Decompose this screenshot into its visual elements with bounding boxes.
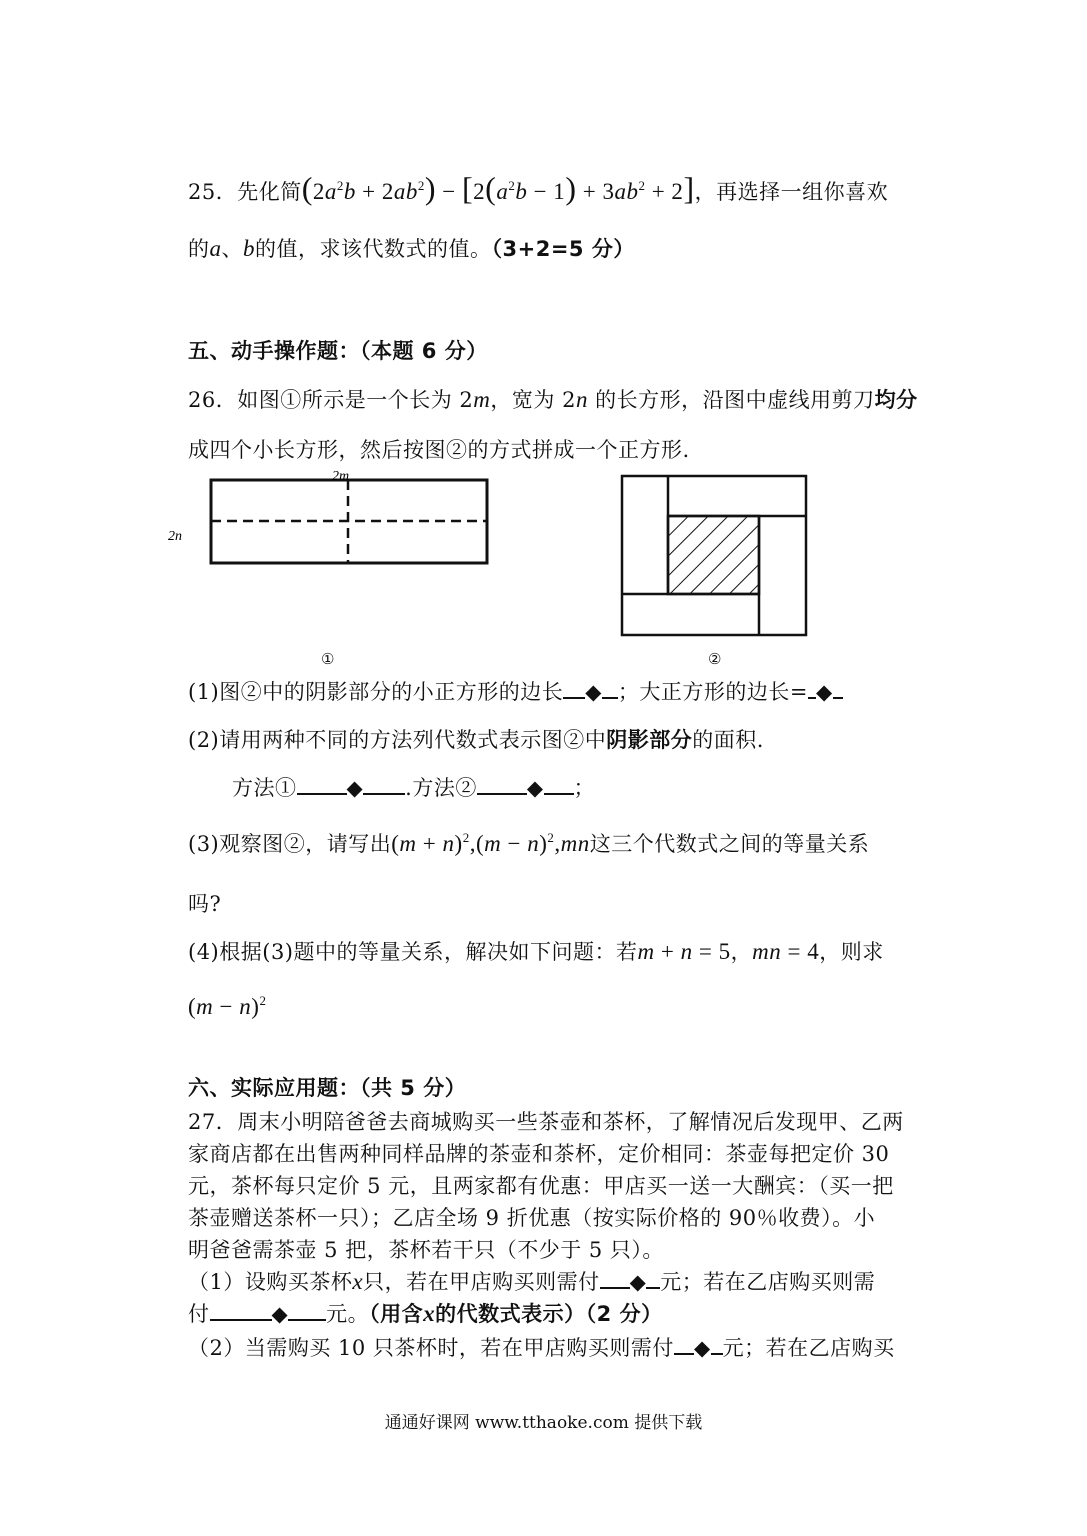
- q26-p4-text: (4)根据(3)题中的等量关系，解决如下问题：若: [188, 940, 638, 964]
- q26-part3-end: 吗?: [188, 892, 222, 916]
- var-m: m: [473, 387, 491, 412]
- q25-number: 25．先化简: [188, 180, 302, 204]
- q26-p4-cond2: mn = 4: [752, 939, 820, 964]
- q26-text-1: 26．如图①所示是一个长为 2: [188, 388, 474, 412]
- q26-line1: [188, 384, 918, 414]
- var-x: x: [423, 1301, 436, 1326]
- var-a: a: [209, 236, 222, 261]
- q26-p4-cond1: m + n = 5: [637, 939, 731, 964]
- blank-2[interactable]: [808, 679, 816, 699]
- blank-q27-2b[interactable]: [288, 1301, 326, 1321]
- q27-p1-text3: 元；若在乙店购买则需: [660, 1270, 876, 1294]
- figure-2-square: [615, 470, 815, 642]
- blank-q27-2[interactable]: [210, 1301, 272, 1321]
- q27-p2-text2: 元；若在乙店购买: [722, 1336, 895, 1360]
- q25-score: （3+2=5 分）: [491, 237, 635, 261]
- blank-2b[interactable]: [833, 679, 843, 699]
- q27-line6: [188, 1266, 875, 1296]
- fig1-label-2n: 2n: [168, 529, 182, 544]
- q26-p4-text2: ，则求: [819, 940, 884, 964]
- page-footer: 通通好课网 www.tthaoke.com 提供下载: [384, 1413, 703, 1433]
- q26-text-2: ，宽为 2: [490, 388, 576, 412]
- blank-m2b[interactable]: [544, 775, 574, 795]
- q27-pay: 付: [188, 1302, 210, 1326]
- q26-methods: 方法① ◆ .方法② ◆ ；: [232, 776, 595, 800]
- var-n: n: [575, 387, 588, 412]
- q26-part2: [188, 724, 764, 754]
- blank-q27-3[interactable]: [674, 1335, 694, 1355]
- q26-p2-text2: 的面积.: [692, 728, 764, 752]
- q26-line2: 成四个小长方形，然后按图②的方式拼成一个正方形.: [188, 438, 690, 462]
- q26-text-3: 的长方形，沿图中虚线用剪刀: [587, 388, 875, 412]
- q26-p2-bold: 阴影部分: [606, 728, 693, 752]
- q26-p1-text: (1)图②中的阴影部分的小正方形的边长: [188, 680, 564, 704]
- fig1-label-2m: 2m: [332, 469, 350, 484]
- blank-q27-1[interactable]: [600, 1269, 630, 1289]
- diamond-marker: ◆: [585, 680, 602, 704]
- blank-1b[interactable]: [602, 679, 618, 699]
- q25-text-b: 、: [221, 237, 243, 261]
- caption-fig2: ②: [708, 650, 722, 668]
- q27-p2-text: （2）当需购买 10 只茶杯时，若在甲店购买则需付: [188, 1336, 674, 1360]
- q26-p4-comma: ，: [730, 940, 753, 964]
- diamond-marker: ◆: [693, 1336, 711, 1360]
- q27-line8: [188, 1332, 895, 1362]
- blank-m2[interactable]: [477, 775, 527, 795]
- q26-p3-text: (3)观察图②，请写出: [188, 832, 392, 856]
- section6-title: 六、实际应用题：（共 5 分）: [188, 1076, 467, 1100]
- q27-yuan: 元。: [326, 1302, 370, 1326]
- q27-line3: 元，茶杯每只定价 5 元，且两家都有优惠：甲店买一送一大酬宾：（买一把: [188, 1174, 894, 1198]
- diamond-marker: ◆: [526, 776, 544, 800]
- q25-line2: [188, 233, 635, 263]
- q27-line7: [188, 1298, 663, 1328]
- blank-q27-3b[interactable]: [711, 1335, 723, 1355]
- var-x: x: [352, 1269, 364, 1294]
- blank-1[interactable]: [563, 679, 585, 699]
- diamond-marker: ◆: [816, 680, 833, 704]
- q27-line2: 家商店都在出售两种同样品牌的茶壶和茶杯，定价相同：茶壶每把定价 30: [188, 1142, 890, 1166]
- diamond-marker: ◆: [271, 1302, 289, 1326]
- q26-part1: [188, 676, 843, 706]
- q27-line4: 茶壶赠送茶杯一只）；乙店全场 9 折优惠（按实际价格的 90％收费）。小: [188, 1206, 876, 1230]
- diamond-marker: ◆: [629, 1270, 647, 1294]
- q27-note-a: （用含: [369, 1302, 424, 1326]
- q27-note-b: 的代数式表示）（2 分）: [435, 1302, 663, 1326]
- section5-title: 五、动手操作题：（本题 6 分）: [188, 339, 488, 363]
- q26-p2-text: (2)请用两种不同的方法列代数式表示图②中: [188, 728, 607, 752]
- blank-m1[interactable]: [297, 775, 347, 795]
- q26-bold-avg: 均分: [874, 388, 918, 412]
- blank-q27-1b[interactable]: [646, 1269, 660, 1289]
- q25-expression: $(2a^2b + 2ab^2) - [2(a^2b - 1) + 3ab^2 + 2]$: [301, 170, 695, 206]
- q27-line1: 27．周末小明陪爸爸去商城购买一些茶壶和茶杯，了解情况后发现甲、乙两: [188, 1110, 904, 1134]
- method-2-label: .方法②: [405, 776, 477, 800]
- shaded-small-square: [668, 516, 759, 594]
- q26-part4: [188, 936, 884, 966]
- q26-part4-expr: $(m - n)^2$: [188, 993, 267, 1019]
- q26-p3-expr: $(m + n)^2,(m - n)^2,mn$: [391, 830, 590, 856]
- q25-tail: ，再选择一组你喜欢: [694, 180, 889, 204]
- q27-line5: 明爸爸需茶壶 5 把，茶杯若干只（不少于 5 只）。: [188, 1238, 664, 1262]
- blank-m1b[interactable]: [363, 775, 405, 795]
- q26-part3: [188, 828, 869, 858]
- q25-text-a: 的: [188, 237, 210, 261]
- method-1-label: 方法①: [232, 776, 297, 800]
- q25-line1: [188, 170, 888, 207]
- diamond-marker: ◆: [346, 776, 364, 800]
- q26-p3-text2: 这三个代数式之间的等量关系: [589, 832, 870, 856]
- q27-p1-text2: 只，若在甲店购买则需付: [363, 1270, 600, 1294]
- q27-p1-text: （1）设购买茶杯: [188, 1270, 353, 1294]
- q25-text-c: 的值，求该代数式的值。: [255, 237, 492, 261]
- q26-p1-text2: ；大正方形的边长=: [617, 680, 809, 704]
- var-b: b: [243, 236, 255, 261]
- figure-1-rectangle: [160, 466, 500, 576]
- caption-fig1: ①: [321, 650, 335, 668]
